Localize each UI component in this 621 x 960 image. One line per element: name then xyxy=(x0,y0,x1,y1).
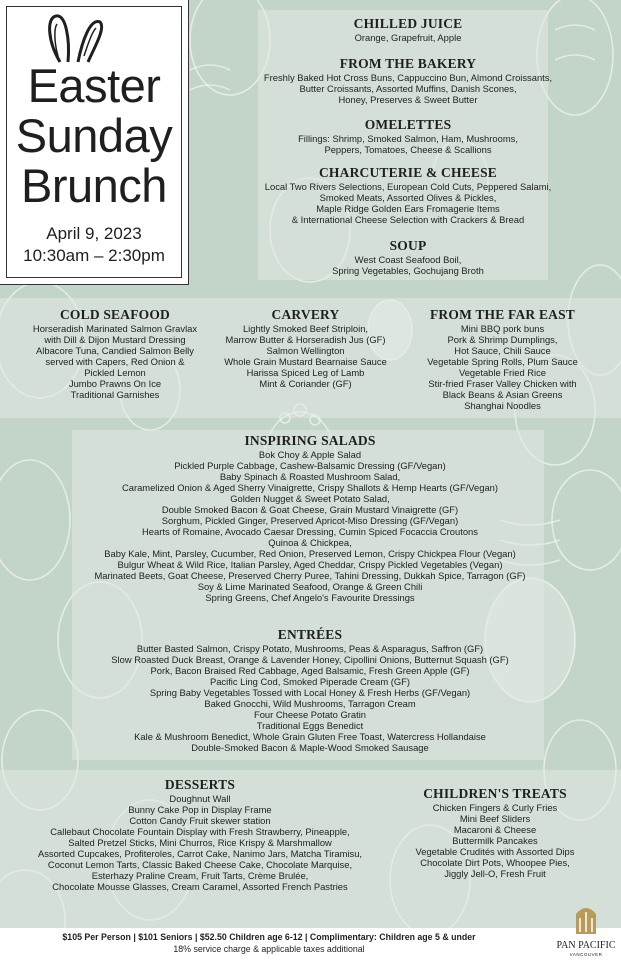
logo-location: VANCOUVER xyxy=(569,952,603,957)
menu-item-line: Mini Beef Sliders xyxy=(459,813,531,824)
menu-item-line: Pickled Lemon xyxy=(84,367,146,378)
menu-item-line: Four Cheese Potato Gratin xyxy=(253,709,367,720)
menu-item-line: Orange, Grapefruit, Apple xyxy=(354,32,462,43)
menu-item-line: Pork & Shrimp Dumplings, xyxy=(447,334,558,345)
service-charge-note: 18% service charge & applicable taxes additional xyxy=(173,944,365,954)
menu-item-line: Macaroni & Cheese xyxy=(453,824,537,835)
menu-item-line: Butter Croissants, Assorted Muffins, Danish Scones, xyxy=(299,83,517,94)
menu-item-line: West Coast Seafood Boil, xyxy=(354,254,462,265)
menu-item-line: Local Two Rivers Selections, European Cold Cuts, Peppered Salami, xyxy=(264,181,552,192)
menu-item-line: Pork, Bacon Braised Red Cabbage, Aged Balsamic, Fresh Green Apple (GF) xyxy=(150,665,470,676)
section-bakery xyxy=(258,56,558,105)
section-heading: CHILDREN'S TREATS xyxy=(423,786,567,801)
menu-item-line: served with Capers, Red Onion & xyxy=(45,356,185,367)
section-heading: CHARCUTERIE & CHEESE xyxy=(318,165,498,180)
section-heading: COLD SEAFOOD xyxy=(59,307,171,322)
menu-item-line: Vegetable Crudités with Assorted Dips xyxy=(415,846,575,857)
menu-item-line: Kale & Mushroom Benedict, Whole Grain Gluten Free Toast, Watercress Hollandaise xyxy=(134,731,486,742)
menu-item-line: Spring Greens, Chef Angelo's Favourite Dressings xyxy=(205,592,415,603)
menu-item-line: Soy & Lime Marinated Seafood, Orange & Green Chili xyxy=(197,581,423,592)
section-heading: FROM THE FAR EAST xyxy=(429,307,576,322)
menu-item-line: Callebaut Chocolate Fountain Display with Fresh Strawberry, Pineapple, xyxy=(50,826,350,837)
menu-item-line: Bok Choy & Apple Salad xyxy=(258,449,362,460)
menu-item-line: Traditional Eggs Benedict xyxy=(256,720,364,731)
section-far-east xyxy=(410,307,595,411)
title-line-1: Easter xyxy=(27,59,161,112)
title-line-2: Sunday xyxy=(15,109,173,162)
section-carvery xyxy=(218,307,393,389)
menu-item-line: Pacific Ling Cod, Smoked Piperade Cream (GF) xyxy=(209,676,411,687)
menu-item-line: Spring Vegetables, Gochujang Broth xyxy=(332,265,484,276)
section-cold-seafood xyxy=(30,307,200,400)
menu-item-line: Caramelized Onion & Aged Sherry Vinaigrette, Crispy Shallots & Hemp Hearts (GF/Vegan) xyxy=(121,482,499,493)
menu-item-line: Quinoa & Chickpea, xyxy=(268,537,352,548)
section-childrens xyxy=(390,786,600,879)
menu-item-line: Chocolate Mousse Glasses, Cream Caramel, Assorted French Pastries xyxy=(52,881,348,892)
menu-item-line: Coconut Lemon Tarts, Classic Baked Cheese Cake, Chocolate Marquise, xyxy=(47,859,353,870)
menu-item-line: Mini BBQ pork buns xyxy=(460,323,545,334)
menu-item-line: Salted Pretzel Sticks, Mini Churros, Rice Krispy & Marshmallow xyxy=(68,837,332,848)
menu-item-line: Marinated Beets, Goat Cheese, Preserved Cherry Puree, Tahini Dressing, Dukkah Spice, Tarragon (GF) xyxy=(94,570,526,581)
menu-item-line: Chocolate Dirt Pots, Whoopee Pies, xyxy=(420,857,570,868)
menu-item-line: Smoked Meats, Assorted Olives & Pickles, xyxy=(319,192,497,203)
menu-item-line: Harissa Spiced Leg of Lamb xyxy=(246,367,365,378)
menu-item-line: Cotton Candy Fruit skewer station xyxy=(129,815,271,826)
menu-item-line: Butter Basted Salmon, Crispy Potato, Mushrooms, Peas & Asparagus, Saffron (GF) xyxy=(136,643,484,654)
section-entrees xyxy=(60,627,560,753)
menu-item-line: Honey, Preserves & Sweet Butter xyxy=(338,94,478,105)
menu-item-line: Vegetable Fried Rice xyxy=(458,367,547,378)
menu-item-line: Salmon Wellington xyxy=(266,345,345,356)
pan-pacific-logo xyxy=(556,902,616,958)
menu-item-line: Baked Gnocchi, Wild Mushrooms, Tarragon Cream xyxy=(204,698,416,709)
section-heading: CARVERY xyxy=(271,307,340,322)
section-chilled-juice xyxy=(258,16,558,43)
pricing-line: $105 Per Person | $101 Seniors | $52.50 Children age 6-12 | Complimentary: Children age 5 & under xyxy=(62,932,476,942)
menu-item-line: Chicken Fingers & Curly Fries xyxy=(432,802,558,813)
menu-item-line: Freshly Baked Hot Cross Buns, Cappuccino Bun, Almond Croissants, xyxy=(263,72,553,83)
menu-item-line: Jumbo Prawns On Ice xyxy=(68,378,162,389)
menu-item-line: Black Beans & Asian Greens xyxy=(442,389,563,400)
menu-item-line: Bulgur Wheat & Wild Rice, Italian Parsley, Aged Cheddar, Crispy Pickled Vegetables (Vegan) xyxy=(117,559,503,570)
section-desserts xyxy=(20,777,380,892)
menu-item-line: Vegetable Spring Rolls, Plum Sauce xyxy=(427,356,578,367)
section-soup xyxy=(258,238,558,276)
menu-item-line: Maple Ridge Golden Ears Fromagerie Items xyxy=(316,203,500,214)
menu-item-line: Traditional Garnishes xyxy=(70,389,160,400)
menu-item-line: Bunny Cake Pop in Display Frame xyxy=(128,804,272,815)
menu-item-line: Hearts of Romaine, Avocado Caesar Dressing, Cumin Spiced Focaccia Croutons xyxy=(142,526,478,537)
section-heading: OMELETTES xyxy=(364,117,452,132)
menu-item-line: Assorted Cupcakes, Profiteroles, Carrot Cake, Nanimo Jars, Matcha Tiramisu, xyxy=(37,848,363,859)
menu-item-line: Slow Roasted Duck Breast, Orange & Lavender Honey, Cipollini Onions, Butternut Squash (GF) xyxy=(111,654,509,665)
menu-item-line: Marrow Butter & Horseradish Jus (GF) xyxy=(225,334,386,345)
menu-item-line: Jiggly Jell-O, Fresh Fruit xyxy=(444,868,546,879)
hotel-crest-icon xyxy=(574,904,598,938)
menu-item-line: Baby Kale, Mint, Parsley, Cucumber, Red Onion, Preserved Lemon, Crispy Chickpea Flour (Vegan) xyxy=(104,548,516,559)
menu-item-line: Fillings: Shrimp, Smoked Salmon, Ham, Mushrooms, xyxy=(298,133,518,144)
menu-item-line: Sorghum, Pickled Ginger, Preserved Apricot-Miso Dressing (GF/Vegan) xyxy=(161,515,459,526)
menu-item-line: Double-Smoked Bacon & Maple-Wood Smoked Sausage xyxy=(191,742,429,753)
title-line-3: Brunch xyxy=(21,159,167,212)
menu-item-line: Shanghai Noodles xyxy=(464,400,541,411)
menu-item-line: Peppers, Tomatoes, Cheese & Scallions xyxy=(324,144,492,155)
event-time: 10:30am – 2:30pm xyxy=(23,246,165,265)
section-charcuterie xyxy=(258,165,558,225)
section-heading: DESSERTS xyxy=(164,777,236,792)
section-heading: CHILLED JUICE xyxy=(353,16,463,31)
menu-item-line: Mint & Coriander (GF) xyxy=(259,378,352,389)
bunny-ears-icon xyxy=(42,12,106,64)
menu-item-line: Buttermilk Pancakes xyxy=(452,835,538,846)
title-card xyxy=(0,0,189,285)
menu-item-line: Esterhazy Praline Cream, Fruit Tarts, Crème Brulée, xyxy=(91,870,309,881)
menu-item-line: Doughnut Wall xyxy=(169,793,231,804)
menu-item-line: Hot Sauce, Chili Sauce xyxy=(454,345,551,356)
menu-item-line: Spring Baby Vegetables Tossed with Local Honey & Fresh Herbs (GF/Vegan) xyxy=(149,687,471,698)
menu-item-line: Horseradish Marinated Salmon Gravlax xyxy=(32,323,198,334)
menu-item-line: Golden Nugget & Sweet Potato Salad, xyxy=(230,493,390,504)
menu-item-line: Lightly Smoked Beef Striploin, xyxy=(242,323,369,334)
section-heading: INSPIRING SALADS xyxy=(244,433,376,448)
section-salads xyxy=(60,433,560,603)
menu-item-line: Double Smoked Bacon & Goat Cheese, Grain Mustard Vinaigrette (GF) xyxy=(161,504,459,515)
section-heading: FROM THE BAKERY xyxy=(339,56,477,71)
section-omelettes xyxy=(258,117,558,155)
event-date: April 9, 2023 xyxy=(46,224,142,243)
section-heading: ENTRÉES xyxy=(277,627,343,642)
logo-name: PAN PACIFIC xyxy=(556,940,616,951)
menu-item-line: Albacore Tuna, Candied Salmon Belly xyxy=(36,345,194,356)
menu-item-line: Stir-fried Fraser Valley Chicken with xyxy=(428,378,577,389)
menu-item-line: & International Cheese Selection with Crackers & Bread xyxy=(291,214,525,225)
menu-item-line: Baby Spinach & Roasted Mushroom Salad, xyxy=(219,471,401,482)
footer xyxy=(0,928,621,960)
menu-item-line: Whole Grain Mustard Bearnaise Sauce xyxy=(224,356,387,367)
menu-item-line: Pickled Purple Cabbage, Cashew-Balsamic Dressing (GF/Vegan) xyxy=(174,460,446,471)
menu-item-line: with Dill & Dijon Mustard Dressing xyxy=(44,334,186,345)
section-heading: SOUP xyxy=(389,238,427,253)
